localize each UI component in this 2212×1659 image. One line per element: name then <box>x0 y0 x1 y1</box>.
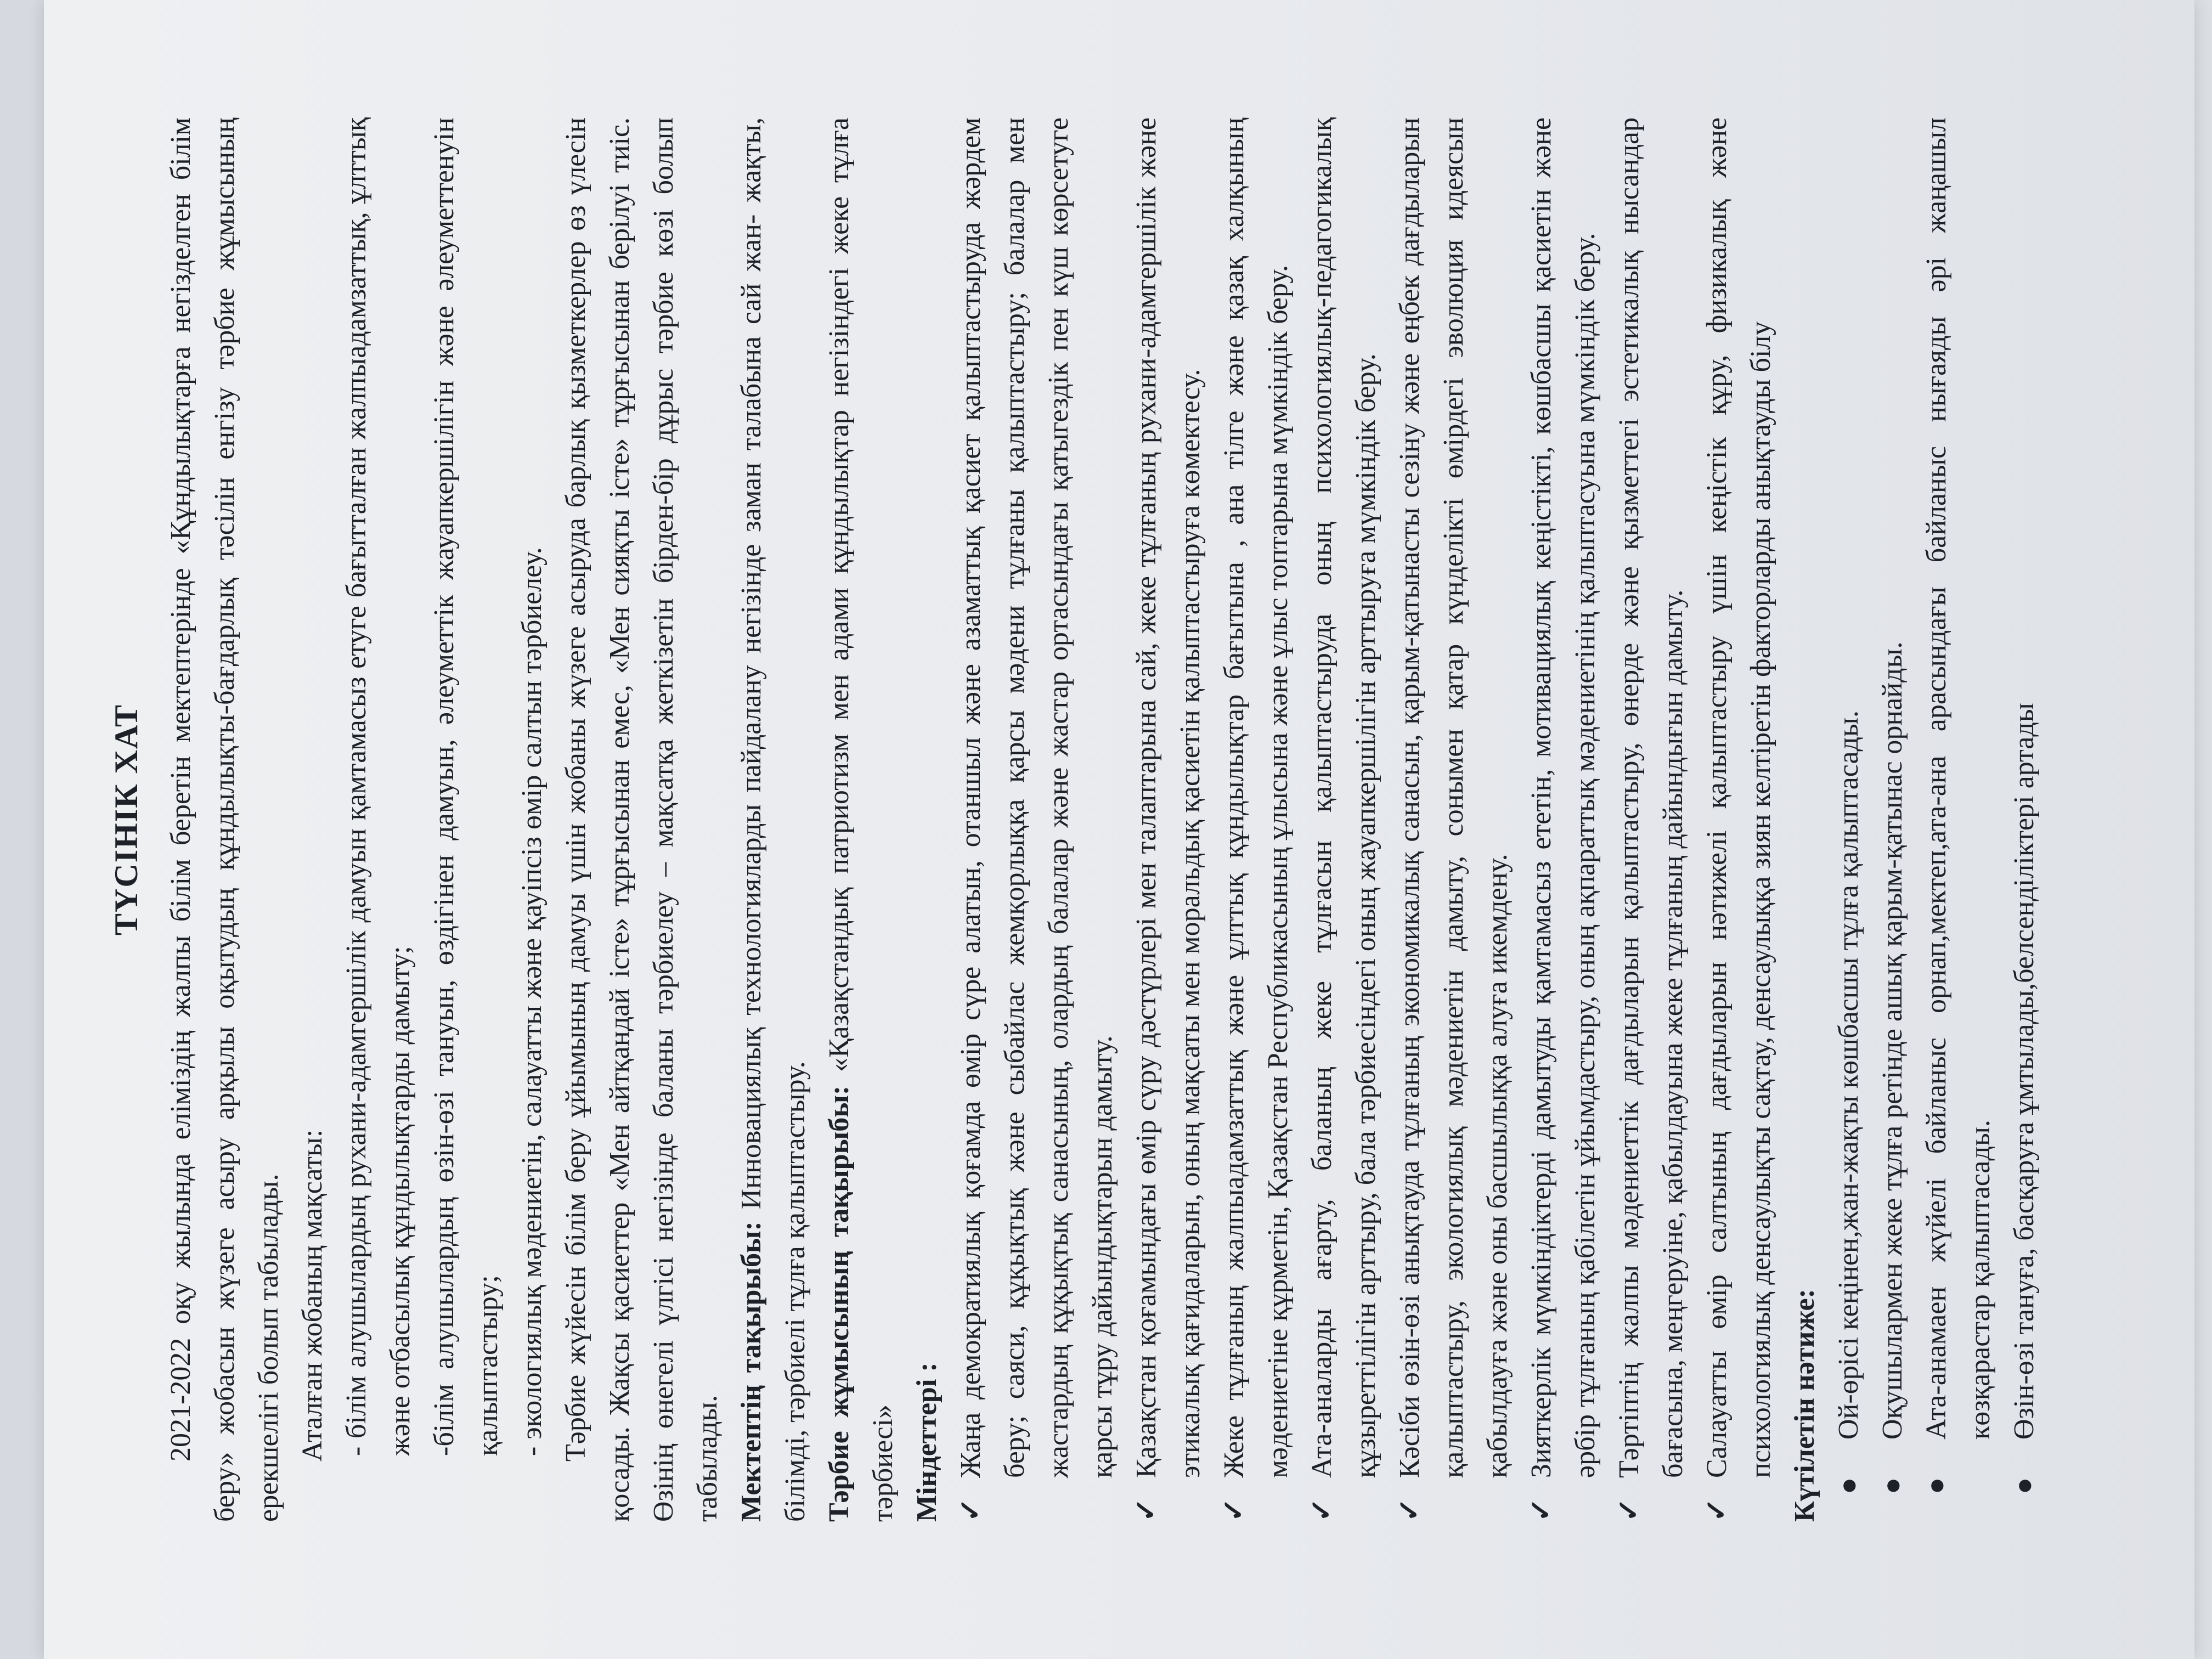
paper-sheet <box>44 0 2194 1659</box>
bullet-icon: ● <box>1877 1477 1908 1494</box>
result-item <box>1915 117 2002 1522</box>
goal-heading: Аталған жобаның мақсаты: <box>297 1129 328 1462</box>
task-text: Кәсіби өзін-өзі анықтауда тұлғаның экономикалық санасын, қарым-қатынасты сезіну және еңбек дағдыларын қалыптастыру, экологиялық мәдениетін дамыту, сонымен қатар күнделікті өмірдегі эволюция идеясын қабылдауға және оны басшылыққа алуға икемдену. <box>1394 117 1513 1478</box>
results-list <box>1827 117 2046 1522</box>
task-item <box>1212 117 1300 1522</box>
result-text: Ой-өрісі кеңінен,жан-жақты көшбасшы тұлға қалыптасады. <box>1833 710 1864 1440</box>
bullet-icon: ● <box>2008 1477 2040 1494</box>
goal-item: - білім алушылардың рухани-адамгершілік дамуын қамтамасыз етуге бағытталған жалпыадамзаттық, ұлттық және отбасылық құндылықтарды дамыту; <box>341 117 416 1456</box>
task-item <box>949 117 1125 1522</box>
task-item <box>1300 117 1388 1522</box>
bullet-icon: ● <box>1833 1477 1864 1494</box>
result-item <box>1871 117 1915 1522</box>
task-text: Зияткерлік мүмкіндіктерді дамытуды қамтамасыз ететін, мотивациялық кеңістікті, көшбасшы қасиетін және әрбір тұлғаның қабілетін ұйымдастыру, оның ақпараттық мәдениетінің қалыптасуына мүмкіндік беру. <box>1526 117 1601 1478</box>
checkmark-icon: ✓ <box>1394 1498 1425 1522</box>
checkmark-icon: ✓ <box>1306 1498 1338 1522</box>
task-item <box>1125 117 1212 1522</box>
school-theme <box>730 117 817 1522</box>
task-text: Жеке тұлғаның жалпыадамзаттық және ұлттық құндылықтар бағытына , ана тілге және қазақ халқының мәдениетіне құрметін, Қазақстан Республикасының ұлысына және ұлыс топтарына мүмкіндік беру. <box>1218 117 1294 1478</box>
result-item <box>1827 117 1871 1522</box>
checkmark-icon: ✓ <box>1526 1498 1557 1522</box>
task-item <box>1388 117 1520 1522</box>
results-heading: Күтілетін нәтиже: <box>1789 1289 1820 1522</box>
upbringing-theme-text: «Қазақстандық патриотизм мен адами құндылықтар негізіндегі жеке тұлға тәрбиесі» <box>823 117 899 1522</box>
checkmark-icon: ✓ <box>955 1498 986 1522</box>
result-item <box>2002 117 2046 1522</box>
task-text: Қазақстан қоғамындағы өмір сүру дәстүрлері мен талаптарына сай, жеке тұлғаның рухани-адамгершілік және этикалық қағидаларын, оның мақсаты мен моральдық қасиетін қалыптастыруға көмектесу. <box>1131 117 1206 1478</box>
document-body <box>104 117 2046 1522</box>
checkmark-icon: ✓ <box>1218 1498 1250 1522</box>
upbringing-theme-label: Тәрбие жұмысының тақырыбы: <box>823 1085 855 1522</box>
task-item <box>1607 117 1695 1522</box>
checkmark-icon: ✓ <box>1131 1498 1162 1522</box>
school-theme-label: Мектептің тақырыбы: <box>736 1221 767 1522</box>
intro-paragraph: 2021-2022 оқу жылында еліміздің жалпы білім беретін мектептерінде «Құндылықтарға негізделген білім беру» жобасын жүзеге асыру арқылы оқытудың құндылықты-бағдарлық тәсілін енгізу тәрбие жұмысының ерекшелігі болып табылады. <box>165 117 284 1522</box>
document-title: ТҮСІНІК ХАТ <box>108 704 144 935</box>
task-text: Тәртіптің жалпы мәдениеттік дағдыларын қалыптастыру, өнерде және қызметтегі эстетикалық нысандар бағасына, меңгеруіне, қабылдауына жеке тұлғаның дайындығын дамыту. <box>1613 117 1689 1478</box>
checkmark-icon: ✓ <box>1613 1498 1645 1522</box>
goal-item: -білім алушылардың өзін-өзі тануын, өздігінен дамуын, әлеуметтік жауапкершілігін және әлеуметтенуін қалыптастыру; <box>428 117 504 1456</box>
task-item <box>1520 117 1607 1522</box>
result-text: Ата-анамаен жүйелі байланыс орнап,мектеп,ата-ана арасындағы байланыс нығаяды әрі жаңашыл көзқарастар қалыптасады. <box>1921 117 1996 1440</box>
tasks-list <box>949 117 1783 1522</box>
upbringing-theme <box>817 117 905 1522</box>
school-theme-text: Инновациялық технологияларды пайдалану негізінде заман талабына сай жан- жақты, білімді, тәрбиелі тұлға қалыптастыру. <box>736 117 811 1522</box>
task-item <box>1695 117 1783 1522</box>
task-text: Салауатты өмір салтының дағдыларын нәтижелі қалыптастыру үшін кеңістік құру, физикалық және психологиялық денсаулықты сақтау, денсаулыққа зиян келтіретін факторларды анықтауды білу <box>1701 117 1776 1478</box>
task-text: Жаңа демократиялық қоғамда өмір сүре алатын, отаншыл және азаматтық қасиет қалыптастыруда жәрдем беру; саяси, құқықтық және сыбайлас жемқорлыққа қарсы мәдени тұлғаны қалыптастыру; балалар мен жастардың құқықтық санасының, олардың балалар және жастар ортасындағы қатыгездік пен күш көрсетуге қарсы тұру дайындықтарын дамыту. <box>955 117 1118 1478</box>
bullet-icon: ● <box>1921 1477 1952 1494</box>
result-text: Өзін-өзі тануға, басқаруға ұмтылады,белсенділіктері артады <box>2008 703 2040 1440</box>
tasks-heading: Міндеттері : <box>911 1362 943 1522</box>
task-text: Ата-аналарды ағарту, баланың жеке тұлғасын қалыптастыруда оның психологиялық-педагогикалық құзыреттілігін арттыру, бала тәрбиесіндегі оның жауапкершілігін арттыруға мүмкіндік беру. <box>1306 117 1381 1478</box>
result-text: Оқушылармен жеке тұлға ретінде ашық қарым-қатынас орнайды. <box>1877 641 1908 1440</box>
upbringing-system-paragraph: Тәрбие жүйесін білім беру ұйымының дамуы үшін жобаны жүзеге асыруда барлық қызметкерлер өз үлесін қосады. Жақсы қасиеттер «Мен айтқандай істе» тұрғысынан емес, «Мен сияқты істе» тұрғысынан берілуі тиіс. Өзінің өнегелі үлгісі негізінде баланы тәрбиелеу – мақсатқа жеткізетін бірден-бір дұрыс тәрбие көзі болып табылады. <box>560 117 723 1522</box>
checkmark-icon: ✓ <box>1701 1498 1733 1522</box>
goal-item: - экологиялық мәдениетін, салауатты және қауіпсіз өмір салтын тәрбиелеу. <box>516 547 548 1456</box>
